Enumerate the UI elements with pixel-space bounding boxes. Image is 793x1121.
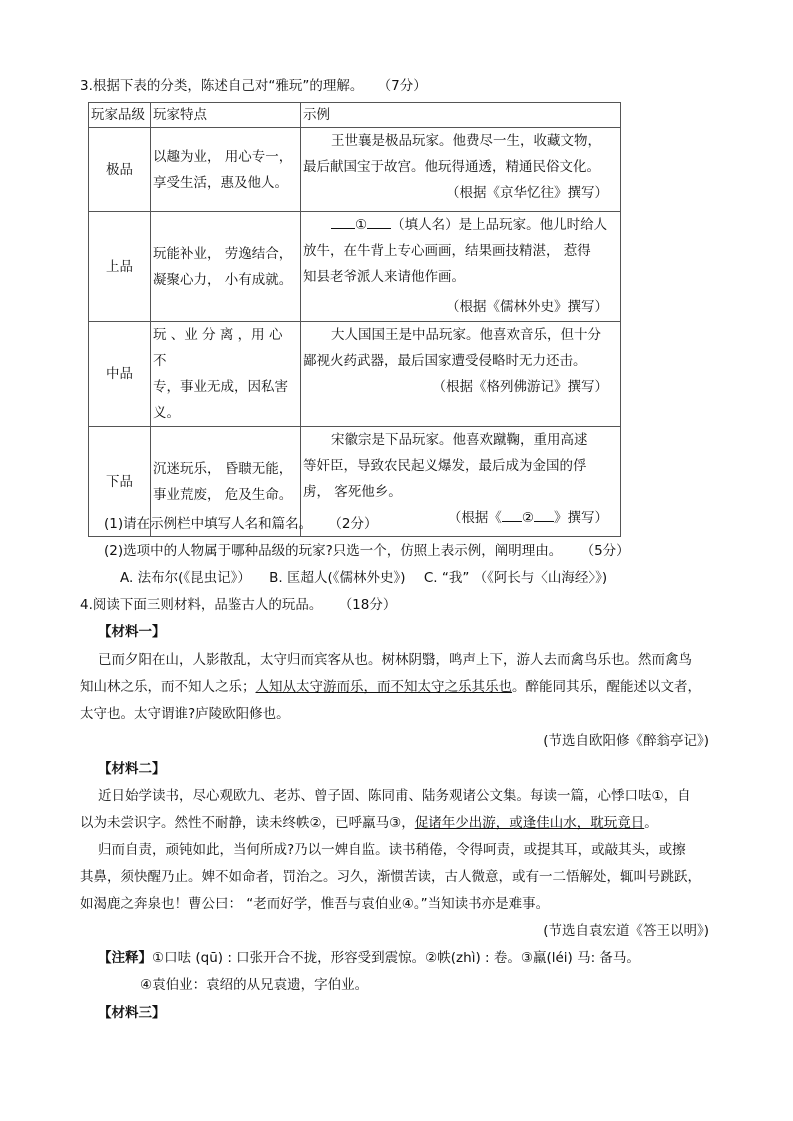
- material-2-label: 【材料二】: [98, 761, 166, 777]
- example-source: （根据《儒林外史》撰写）: [446, 299, 608, 315]
- grade-cell: 中品: [89, 322, 151, 427]
- notes-line: ④袁伯业：袁绍的从兄袁遗，字伯业。: [140, 977, 369, 993]
- q3-sub2: (2)选项中的人物属于哪种品级的玩家?只选一个，仿照上表示例，阐明理由。 （5分）: [104, 543, 630, 559]
- grade-cell: 极品: [89, 128, 151, 212]
- table-row: [89, 212, 621, 322]
- table-header-row: [89, 103, 621, 128]
- player-grade-table: [88, 102, 621, 537]
- material-2-line: 近日始学读书，尽心观欧九、老苏、曾子固、陈同甫、陆务观诸公文集。每读一篇，心悸口呿①，自: [98, 788, 691, 804]
- example-source: （根据《 ② 》撰写）: [303, 505, 618, 531]
- traits-cell: 玩 、业 分 离 ，用 心 不 专，事业无成，因私害 义。: [151, 322, 301, 427]
- grade-cell: 下品: [89, 427, 151, 537]
- material-1-line: 太守也。太守谓谁?庐陵欧阳修也。: [80, 706, 290, 722]
- underlined-sentence: 促诸年少出游，或逢佳山水，耽玩竟日: [414, 815, 645, 831]
- table-row: [89, 322, 621, 427]
- material-1-line: 知山林之乐，而不知人之乐；人知从太守游而乐，而不知太守之乐其乐也。醉能同其乐，醒能述以文者，: [80, 679, 701, 695]
- q3-title: 3.根据下表的分类，陈述自己对“雅玩”的理解。 （7分）: [80, 78, 427, 94]
- material-2-line: 归而自责，顽钝如此，当何所成?乃以一婢自监。读书稍倦，令得呵责，或提其耳，或敲其头，或擦: [98, 842, 686, 858]
- example-cell: 大人国国王是中品玩家。他喜欢音乐，但十分 鄙视火药武器，最后国家遭受侵略时无力还击。 （根据《格列佛游记》撰写）: [301, 322, 621, 427]
- material-1-line: 已而夕阳在山，人影散乱，太守归而宾客从也。树林阴翳，鸣声上下，游人去而禽鸟乐也。然而禽鸟: [98, 652, 692, 668]
- example-cell: 王世襄是极品玩家。他费尽一生，收藏文物， 最后献国宝于故宫。他玩得通透，精通民俗文化。 （根据《京华忆往》撰写）: [301, 128, 621, 212]
- traits-cell: 玩能补业， 劳逸结合， 凝聚心力， 小有成就。: [151, 212, 301, 322]
- q3-options: [120, 568, 607, 588]
- answer-blank-2[interactable]: [502, 507, 522, 522]
- material-3-label: 【材料三】: [98, 1005, 166, 1021]
- option-b: B. 匡超人(《儒林外史》): [269, 570, 406, 586]
- example-cell: ① （填人名）是上品玩家。他儿时给人 放牛，在牛背上专心画画，结果画技精湛， 惹得 知县老爷派人来请他作画。 （根据《儒林外史》撰写）: [301, 212, 621, 322]
- material-1-label: 【材料一】: [98, 624, 166, 640]
- answer-blank-1b[interactable]: [367, 214, 391, 229]
- option-a: A. 法布尔(《昆虫记》）: [120, 570, 251, 586]
- notes-line: 【注释】①口呿 (qū) : 口张开合不拢，形容受到震惊。②帙(zhì) : 卷。③羸(léi) 马: 备马。: [98, 950, 640, 966]
- traits-cell: 沉迷玩乐， 昏聩无能， 事业荒废， 危及生命。: [151, 427, 301, 537]
- table-row: [89, 128, 621, 212]
- material-1-source: (节选自欧阳修《醉翁亭记》): [543, 733, 709, 749]
- answer-blank-1[interactable]: [331, 214, 355, 229]
- header-grade: 玩家品级: [89, 103, 151, 128]
- option-c: C. “我” （《阿长与〈山海经〉》): [423, 570, 608, 586]
- header-example: 示例: [301, 103, 621, 128]
- material-2-line: 如渴鹿之奔泉也！曹公曰： “老而好学，惟吾与袁伯业④。”当知读书亦是难事。: [80, 896, 550, 912]
- traits-cell: 以趣为业， 用心专一， 享受生活，惠及他人。: [151, 128, 301, 212]
- example-source: （根据《京华忆往》撰写）: [446, 185, 608, 201]
- answer-blank-2b[interactable]: [534, 507, 554, 522]
- material-2-line: 以为未尝识字。然性不耐静，读未终帙②，已呼羸马③，促诸年少出游，或逢佳山水，耽玩竟日。: [80, 815, 658, 831]
- header-traits: 玩家特点: [151, 103, 301, 128]
- underlined-sentence: 人知从太守游而乐，而不知太守之乐其乐也: [255, 679, 512, 695]
- example-source: （根据《格列佛游记》撰写）: [432, 379, 608, 395]
- material-2-line: 其鼻，须快醒乃止。婢不如命者，罚治之。习久，渐惯苦读，古人微意，或有一二悟解处，辄叫号跳跃，: [80, 869, 701, 885]
- q4-title: 4.阅读下面三则材料，品鉴古人的玩品。 （18分）: [80, 597, 397, 613]
- q3-sub1: (1)请在示例栏中填写人名和篇名。 （2分）: [104, 516, 378, 532]
- grade-cell: 上品: [89, 212, 151, 322]
- material-2-source: (节选自袁宏道《答王以明》): [543, 923, 709, 939]
- example-cell: 宋徽宗是下品玩家。他喜欢蹴鞠，重用高逑 等奸臣，导致农民起义爆发，最后成为金国的俘 虏， 客死他乡。 （根据《 ② 》撰写）: [301, 427, 621, 537]
